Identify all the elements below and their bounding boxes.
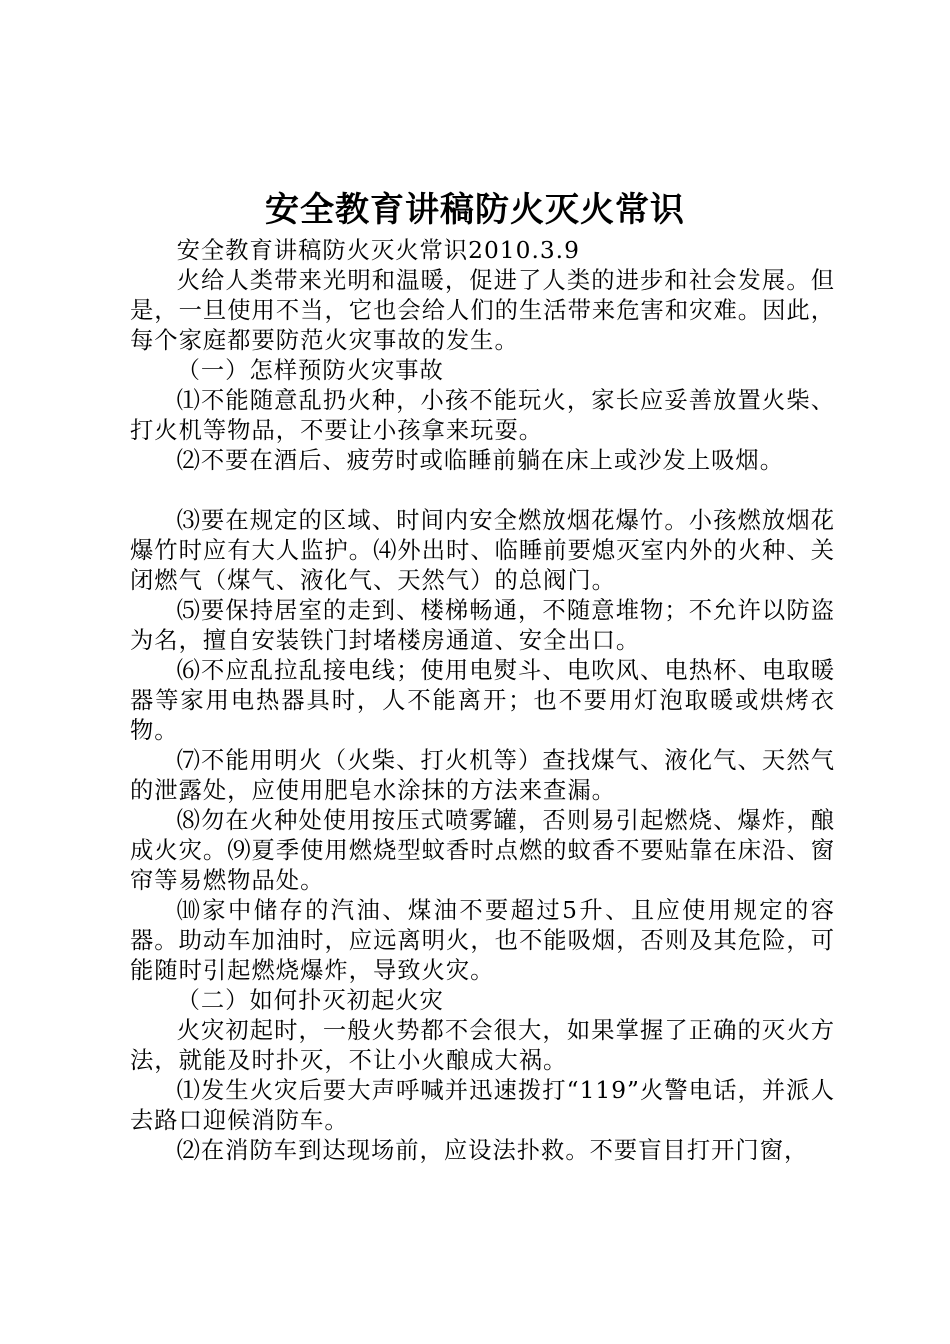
document-title: 安全教育讲稿防火灭火常识 [265, 190, 685, 230]
section-heading-prevention: （一）怎样预防火灾事故 [176, 357, 444, 384]
extinguish-intro: 火灾初起时，一般火势都不会很大，如果掌握了正确的灭火方法，就能及时扑灭，不让小火酿成大祸。 [130, 1017, 835, 1074]
prevention-item-10: ⑽家中储存的汽油、煤油不要超过5升、且应使用规定的容器。助动车加油时，应远离明火，也不能吸烟，否则及其危险，可能随时引起燃烧爆炸，导致火灾。 [130, 897, 835, 984]
prevention-item-5: ⑸要保持居室的走到、楼梯畅通，不随意堆物；不允许以防盗为名，擅自安装铁门封堵楼房通道、安全出口。 [130, 597, 835, 654]
prevention-item-7: ⑺不能用明火（火柴、打火机等）查找煤气、液化气、天然气的泄露处，应使用肥皂水涂抹的方法来查漏。 [130, 747, 835, 804]
prevention-item-8-9: ⑻勿在火种处使用按压式喷雾罐，否则易引起燃烧、爆炸，酿成火灾。⑼夏季使用燃烧型蚊香时点燃的蚊香不要贴靠在床沿、窗帘等易燃物品处。 [130, 807, 835, 894]
intro-paragraph: 火给人类带来光明和温暖，促进了人类的进步和社会发展。但是，一旦使用不当，它也会给人们的生活带来危害和灾难。因此，每个家庭都要防范火灾事故的发生。 [130, 267, 835, 354]
prevention-item-2: ⑵不要在酒后、疲劳时或临睡前躺在床上或沙发上吸烟。 [176, 447, 785, 474]
document-body [130, 236, 835, 1166]
extinguish-item-2: ⑵在消防车到达现场前，应设法扑救。不要盲目打开门窗， [176, 1137, 809, 1164]
extinguish-item-1: ⑴发生火灾后要大声呼喊并迅速拨打“119”火警电话，并派人去路口迎候消防车。 [130, 1077, 835, 1134]
section-heading-extinguish: （二）如何扑灭初起火灾 [176, 987, 444, 1014]
prevention-item-3-4: ⑶要在规定的区域、时间内安全燃放烟花爆竹。小孩燃放烟花爆竹时应有大人监护。⑷外出时、临睡前要熄灭室内外的火种、关闭燃气（煤气、液化气、天然气）的总阀门。 [130, 507, 835, 594]
subtitle-date-line: 安全教育讲稿防火灭火常识2010.3.9 [176, 237, 580, 264]
prevention-item-1: ⑴不能随意乱扔火种，小孩不能玩火，家长应妥善放置火柴、打火机等物品，不要让小孩拿来玩耍。 [130, 387, 835, 444]
prevention-item-6: ⑹不应乱拉乱接电线；使用电熨斗、电吹风、电热杯、电取暖器等家用电热器具时，人不能离开；也不要用灯泡取暖或烘烤衣物。 [130, 657, 835, 744]
